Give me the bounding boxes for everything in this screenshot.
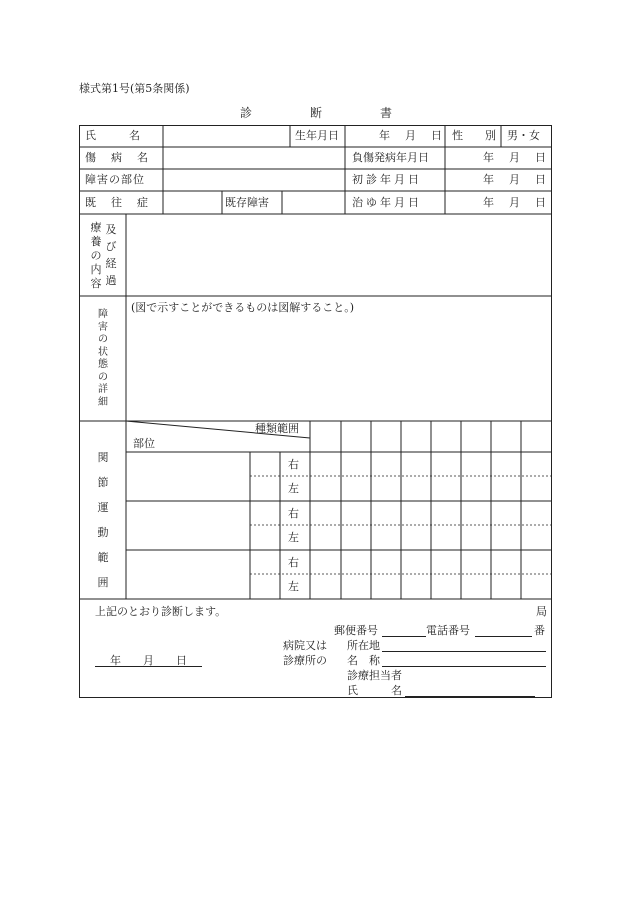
first-exam-date-label: 初診年月日 [352, 173, 422, 186]
hospital-label-line2: 診療所の [283, 654, 327, 667]
rom-left-3: 左 [288, 580, 299, 593]
rom-right-2: 右 [288, 507, 299, 520]
disorder-detail-note: (図で示すことができるものは図解すること。) [131, 301, 355, 314]
rom-header-part: 部位 [133, 437, 155, 450]
disease-name-label: 傷 病 名 [85, 151, 150, 164]
postal-code-line [382, 636, 426, 637]
sex-value: 男・女 [507, 129, 540, 142]
bureau-label: 局 [536, 605, 547, 618]
diagnosis-form-table [79, 125, 552, 698]
diagnosis-statement: 上記のとおり診断します。 [95, 605, 227, 618]
phone-ban-label: 番 [534, 624, 545, 637]
rom-right-3: 右 [288, 556, 299, 569]
injury-date-value: 年 月 日 [483, 151, 548, 164]
facility-name-line [382, 666, 546, 667]
rom-label: 関節運動範囲 [97, 451, 109, 589]
cure-date-value: 年 月 日 [483, 196, 548, 209]
medical-history-label: 既 往 症 [85, 196, 150, 209]
rom-left-1: 左 [288, 482, 299, 495]
rom-left-2: 左 [288, 531, 299, 544]
rom-right-1: 右 [288, 458, 299, 471]
treatment-label-col1: 療養の内容 [90, 221, 102, 290]
existing-disorder-label: 既存障害 [225, 196, 269, 209]
disorder-detail-label: 障害の状態の詳細 [98, 309, 108, 408]
doctor-label: 診療担当者 [347, 669, 402, 682]
title-char-1: 診 [240, 106, 255, 120]
hospital-label-line1: 病院又は [283, 639, 327, 652]
first-exam-date-value: 年 月 日 [483, 173, 548, 186]
postal-code-label: 郵便番号 [334, 624, 378, 637]
address-line [382, 651, 546, 652]
phone-line [475, 636, 532, 637]
date-line [95, 666, 202, 667]
injury-date-label: 負傷発病年月日 [352, 151, 429, 164]
facility-name-label: 名 称 [347, 654, 380, 667]
cure-date-label: 治ゆ年月日 [352, 196, 422, 209]
title-char-2: 断 [310, 106, 325, 120]
address-label: 所在地 [347, 639, 380, 652]
treatment-label-col2: 及び経過 [105, 223, 117, 287]
title-char-3: 書 [380, 106, 395, 120]
name-label: 氏 名 [85, 129, 140, 142]
form-number-label: 様式第1号(第5条関係) [79, 82, 190, 95]
birth-date-label: 生年月日 [295, 129, 339, 142]
birth-date-value: 年 月 日 [379, 129, 444, 142]
doctor-name-label: 氏 名 [347, 684, 402, 697]
date-field: 年 月 日 [110, 654, 187, 667]
rom-header-type-range: 種類範囲 [255, 422, 299, 435]
disorder-part-label: 障害の部位 [85, 173, 145, 186]
phone-label: 電話番号 [426, 624, 470, 637]
doctor-name-line [405, 696, 535, 697]
sex-label: 性 別 [452, 129, 496, 142]
